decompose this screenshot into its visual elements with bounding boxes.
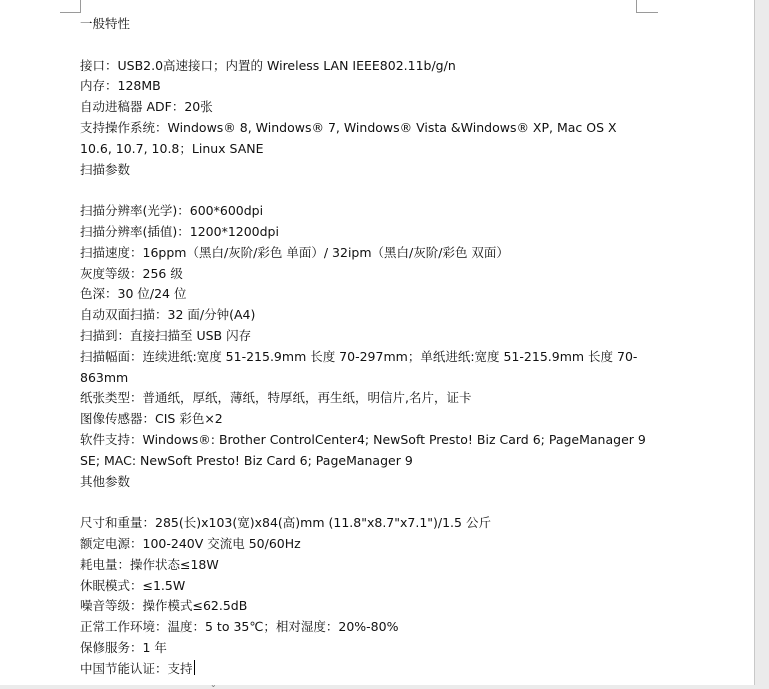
document-line: 色深：30 位/24 位: [80, 286, 187, 302]
document-line: 一般特性: [80, 16, 131, 31]
document-line: [80, 492, 650, 513]
document-line: 扫描分辨率(插值)：1200*1200dpi: [80, 223, 279, 239]
document-line: 其他参数: [80, 473, 131, 489]
document-line: 纸张类型：普通纸，厚纸，薄纸，特厚纸，再生纸，明信片,名片，证卡: [80, 390, 472, 406]
document-line: 扫描到：直接扫描至 USB 闪存: [80, 327, 252, 343]
document-line: 自动双面扫描：32 面/分钟(A4): [80, 307, 256, 323]
document-line: 噪音等级：操作模式≤62.5dB: [80, 598, 248, 614]
margin-corner-mark: [636, 12, 658, 13]
document-line: 休眠模式：≤1.5W: [80, 577, 186, 593]
document-line: 扫描幅面：连续进纸:宽度 51-215.9mm 长度 70-297mm；单纸进纸:宽度 51-215.9mm 长度 70-863mm: [80, 348, 638, 385]
document-line: 接口：USB2.0高速接口；内置的 Wireless LAN IEEE802.11b/g/n: [80, 57, 456, 73]
document-line: 扫描参数: [80, 161, 131, 177]
paragraph-mark-icon: ⌄: [210, 680, 217, 689]
document-line: 保修服务：1 年: [80, 639, 167, 655]
document-line: 扫描速度：16ppm（黑白/灰阶/彩色 单面）/ 32ipm（黑白/灰阶/彩色 双面）: [80, 244, 509, 260]
document-line: 尺寸和重量：285(长)x103(宽)x84(高)mm (11.8"x8.7"x7.1")/1.5 公斤: [80, 515, 491, 531]
document-line: 扫描分辨率(光学)：600*600dpi: [80, 203, 264, 219]
text-cursor: [194, 660, 195, 675]
document-line: 内存：128MB: [80, 78, 161, 94]
margin-corner-mark: [636, 0, 637, 13]
document-line: 软件支持：Windows®: Brother ControlCenter4; NewSoft Presto! Biz Card 6; PageManager 9 SE; MAC: NewSoft Presto! Biz Card 6; PageManager 9: [80, 431, 650, 468]
document-line: 自动进稿器 ADF：20张: [80, 99, 213, 115]
document-line: 中国节能认证：支持: [80, 660, 193, 676]
document-line: 耗电量：操作状态≤18W: [80, 556, 219, 572]
document-body[interactable]: [80, 14, 650, 680]
document-line: 支持操作系统：Windows® 8, Windows® 7, Windows® Vista &Windows® XP, Mac OS X 10.6, 10.7, 10.8；Linux SANE: [80, 119, 621, 156]
document-line: 正常工作环境：温度：5 to 35℃；相对湿度：20%-80%: [80, 619, 399, 635]
document-line: [80, 35, 650, 56]
margin-corner-mark: [80, 0, 81, 13]
document-line: 图像传感器：CIS 彩色×2: [80, 411, 223, 427]
document-line: 额定电源：100-240V 交流电 50/60Hz: [80, 535, 301, 551]
document-line: 灰度等级：256 级: [80, 265, 183, 281]
margin-corner-mark: [60, 12, 80, 13]
document-line: [80, 180, 650, 201]
